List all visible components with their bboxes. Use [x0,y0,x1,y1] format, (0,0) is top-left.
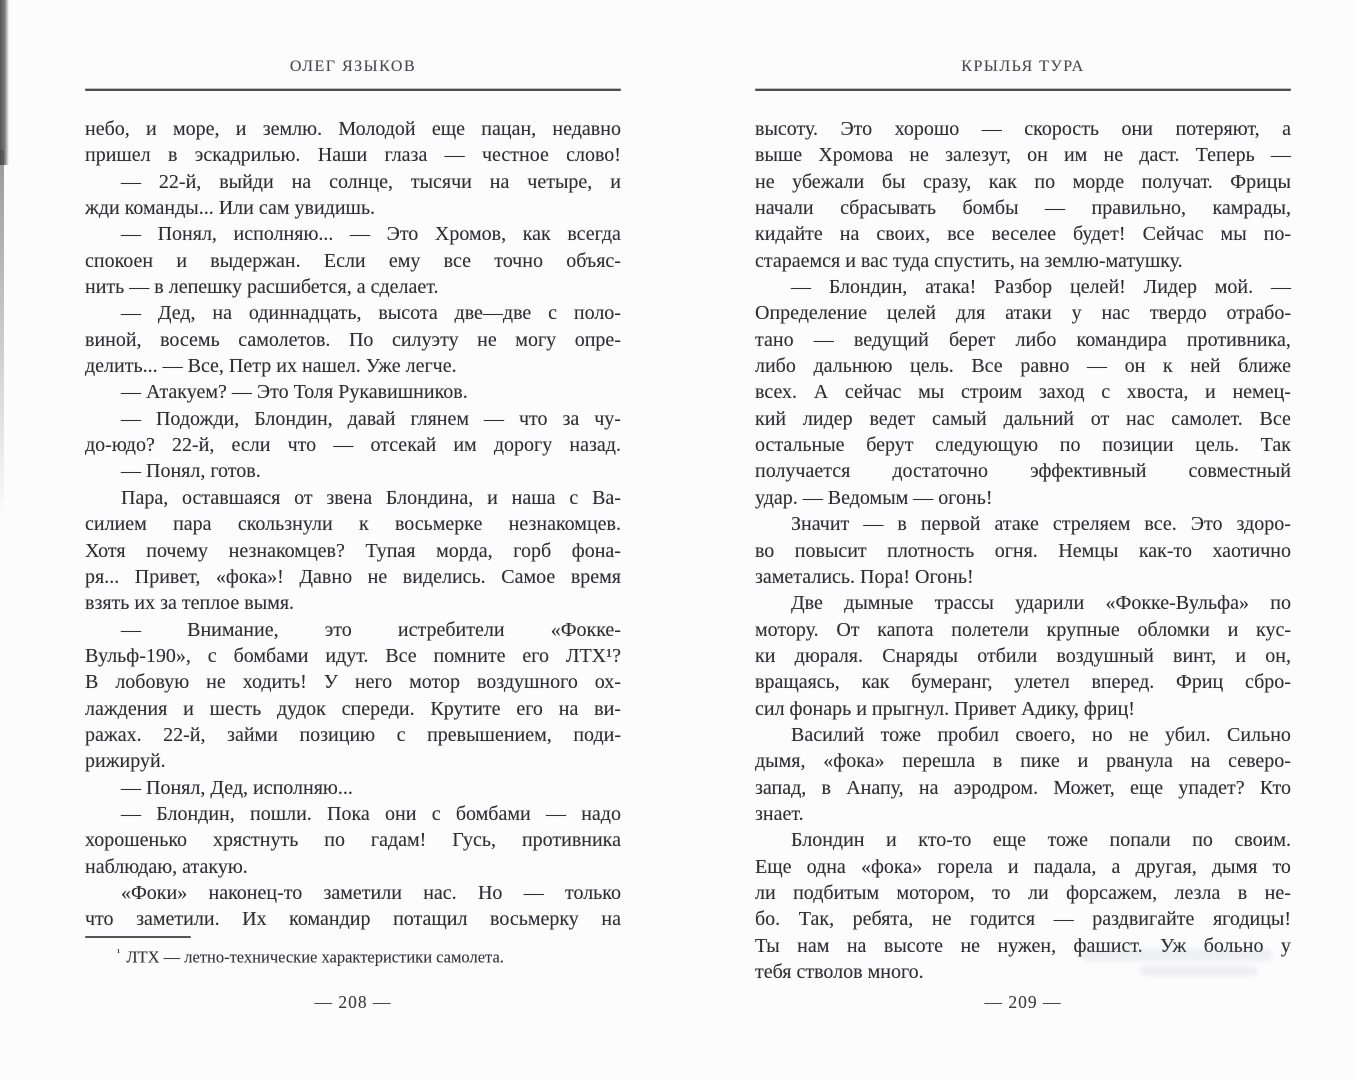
text-line: Василий тоже пробил своего, но не убил. Сильно [791,723,1291,746]
text-line: заметались. Пора! Огонь! [755,565,974,588]
header-rule [85,89,621,91]
text-line: небо, и море, и землю. Молодой еще пацан, недавно [85,118,621,140]
text-line: ря... Привет, «фока»! Давно не виделись. Самое время [85,565,621,588]
text-line: что заметили. Их командир потащил восьмерку на [85,908,621,931]
text-line: дымя, «фока» перешла в пике и рванула на северо- [755,750,1291,773]
text-line: кидайте на своих, все веселее будет! Сейчас мы по- [755,223,1291,246]
text-line: Пара, оставшаяся от звена Блондина, и наша с Ва- [121,486,621,509]
text-line: Еще одна «фока» горела и падала, а другая, дымя то [755,855,1291,878]
text-line: силием пара скользнули к восьмерке незнакомцев. [85,513,621,536]
text-line: высоту. Это хорошо — скорость они потеряют, а [755,118,1291,140]
text-line: тано — ведущий берет либо командира противника, [755,328,1291,351]
text-line: не убежали бы сразу, как по морде получат. Фрицы [755,170,1291,193]
text-line: лаждения и шесть дудок спереди. Крутите его на ви- [85,697,621,720]
text-line: знает. [755,802,804,825]
text-line: — Внимание, это истребители «Фокке- [121,618,621,641]
page-number-left: — 208 — [314,992,392,1012]
text-line: удар. — Ведомым — огонь! [755,486,993,509]
text-line: взять их за теплое вымя. [85,592,295,615]
text-line: — Блондин, атака! Разбор целей! Лидер мой. — [791,276,1291,299]
text-line: Определение целей для атаки у нас твердо отрабо- [755,302,1291,325]
text-line: — Атакуем? — Это Толя Рукавишников. [121,381,468,404]
text-line: пришел в эскадрилью. Наши глаза — честное слово! [85,144,621,167]
footnote [85,947,621,968]
footnote-text: ЛТХ — летно-технические характеристики самолета. [126,947,504,967]
text-line: — Понял, исполняю... — Это Хромов, как всегда [121,223,621,246]
running-head-title: КРЫЛЬЯ ТУРА [961,58,1085,75]
text-line: — Понял, Дед, исполняю... [121,776,353,799]
text-line: Хотя почему незнакомцев? Тупая морда, горб фона- [85,539,621,562]
text-line: виной, восемь самолетов. По силуэту не могу опре- [85,328,621,351]
text-line: — Подожди, Блондин, давай глянем — что за чу- [121,407,621,430]
text-line: начали сбрасывать бомбы — правильно, камрады, [755,197,1291,220]
text-line: либо дальнюю цель. Все равно — он к ней ближе [755,355,1291,378]
text-block [85,116,621,933]
footnote-marker: ¹ [117,947,121,959]
text-line: — Понял, готов. [121,460,261,483]
left-page [85,0,621,1080]
text-line: бо. Так, ребята, не годится — раздвигайте ягодицы! [755,908,1291,931]
text-line: кий лидер ведет самый дальний от нас самолет. Все [755,407,1291,430]
text-line: стараемся и вас туда спустить, на землю-матушку. [755,249,1183,272]
text-line: выше Хромова не залезут, он им не даст. Теперь — [755,144,1291,167]
text-line: — Дед, на одиннадцать, высота две—две с поло- [121,302,621,325]
ink-bleed-artifact [1140,966,1258,976]
text-line: В лобовую не ходить! У него мотор воздушного ох- [85,671,621,694]
text-line: наблюдаю, атакую. [85,855,248,878]
text-line: делить... — Все, Петр их нашел. Уже легче. [85,355,457,378]
text-line: остальные берут следующую по позиции цель. Так [755,434,1291,457]
text-block [755,116,1291,985]
text-line: получается достаточно эффективный совместный [755,460,1291,483]
header-rule [755,89,1291,91]
right-page [755,0,1291,1080]
text-line: Значит — в первой атаке стреляем все. Это здоро- [791,513,1291,536]
text-line: ражах. 22-й, займи позицию с превышением, поди- [85,723,621,746]
text-line: до-юдо? 22-й, если что — отсекай им дорогу назад. [85,434,621,457]
text-line: тебя стволов много. [755,961,924,983]
ink-bleed-artifact [1082,949,1272,961]
text-line: Вульф-190», с бомбами идут. Все помните его ЛТХ¹? [85,644,621,667]
text-line: всех. А сейчас мы строим заход с хвоста, и немец- [755,381,1291,404]
page-number-right: — 209 — [984,992,1062,1012]
text-line: ли подбитым мотором, то ли форсажем, лезла в не- [755,881,1291,904]
text-line: — Блондин, пошли. Пока они с бомбами — надо [121,802,621,825]
text-line: хорошенько хрястнуть по гадам! Гусь, противника [85,829,621,852]
footnote-separator [85,936,191,938]
text-line: сил фонарь и прыгнул. Привет Адику, фриц! [755,697,1135,720]
text-line: жди команды... Или сам увидишь. [85,197,376,220]
text-line: «Фоки» наконец-то заметили нас. Но — только [121,881,621,904]
text-line: — 22-й, выйди на солнце, тысячи на четыре, и [121,170,621,193]
text-line: спокоен и выдержан. Если ему все точно объяс- [85,249,621,272]
text-line: во повысит плотность огня. Немцы как-то хаотично [755,539,1291,562]
text-line: Две дымные трассы ударили «Фокке-Вульфа» по [791,592,1291,615]
text-line: Блондин и кто-то еще тоже попали по своим. [791,829,1291,852]
scan-edge-artifact [0,0,9,165]
text-line: запад, в Анапу, на аэродром. Может, еще упадет? Кто [755,776,1291,799]
scan-edge-artifact-faint [0,150,4,520]
text-line: нить — в лепешку расшибется, а сделает. [85,276,439,299]
text-line: Ты нам на высоте не нужен, фашист. Уж больно у [755,934,1291,957]
text-line: рижируй. [85,750,166,773]
text-line: мотору. От капота полетели крупные обломки и кус- [755,618,1291,641]
text-line: ки дюраля. Снаряды отбили воздушный винт, и он, [755,644,1291,667]
text-line: вращаясь, как бумеранг, улетел вперед. Фриц сбро- [755,671,1291,694]
running-head-author: ОЛЕГ ЯЗЫКОВ [289,58,417,75]
